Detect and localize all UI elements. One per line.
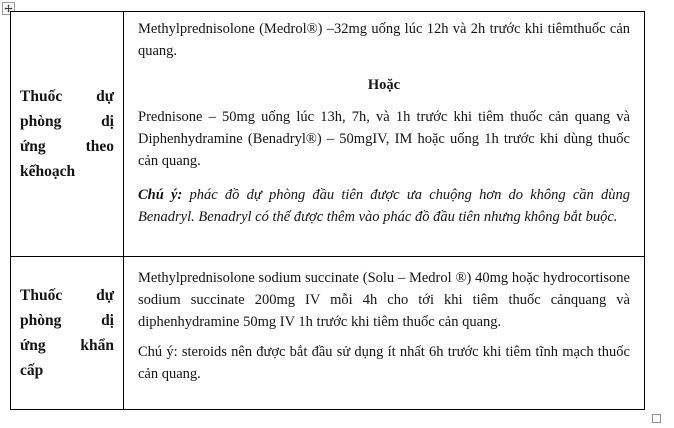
row-content-planned-prophylaxis — [123, 12, 644, 256]
label-line: Thuốc dự — [20, 287, 114, 304]
paragraph-prednisone-regimen: Prednisone – 50mg uống lúc 13h, 7h, và 1h trước khi tiêm thuốc cản quang và Diphenhydramine (Benadryl®) – 50mgIV, IM hoặc uống 1h trước khi dùng thuốc cản quang. — [138, 109, 630, 169]
label-line: phòng dị — [20, 113, 114, 130]
note-paragraph — [138, 184, 630, 228]
label-line: Thuốc dự — [20, 88, 114, 105]
label-line: kếhoạch — [20, 163, 76, 180]
paragraph-steroids-note: Chú ý: steroids nên được bắt đầu sử dụng ít nhất 6h trước khi tiêm tĩnh mạch thuốc cản quang. — [138, 344, 630, 382]
table-resize-handle[interactable] — [652, 414, 661, 423]
row-content-emergency-prophylaxis — [123, 256, 644, 409]
paragraph-medrol-regimen: Methylprednisolone (Medrol®) –32mg uống lúc 12h và 2h trước khi tiêmthuốc cản quang. — [138, 21, 630, 59]
note-lead-label: Chú ý: — [138, 187, 183, 203]
label-line: ứng khẩn — [20, 337, 114, 354]
or-divider-label: Hoặc — [367, 77, 401, 93]
label-line: ứng theo — [20, 138, 114, 155]
row-label-planned-prophylaxis — [11, 12, 123, 256]
label-line: phòng dị — [20, 312, 114, 329]
paragraph-solumedrol-regimen: Methylprednisolone sodium succinate (Solu – Medrol ®) 40mg hoặc hydrocortisone sodium succinate 200mg IV mỗi 4h cho tới khi tiêm thuốc cảnquang và diphenhydramine 50mg IV 1h trước khi tiêm thuốc cản quang. — [138, 270, 630, 330]
note-text: phác đồ dự phòng đầu tiên được ưa chuộng hơn do không cần dùng Benadryl. Benadryl có thể được thêm vào phác đồ đầu tiên nhưng không bắt buộc. — [138, 187, 630, 225]
row-label-emergency-prophylaxis — [11, 256, 123, 409]
label-line: cấp — [20, 362, 44, 379]
prophylaxis-table — [10, 11, 645, 410]
